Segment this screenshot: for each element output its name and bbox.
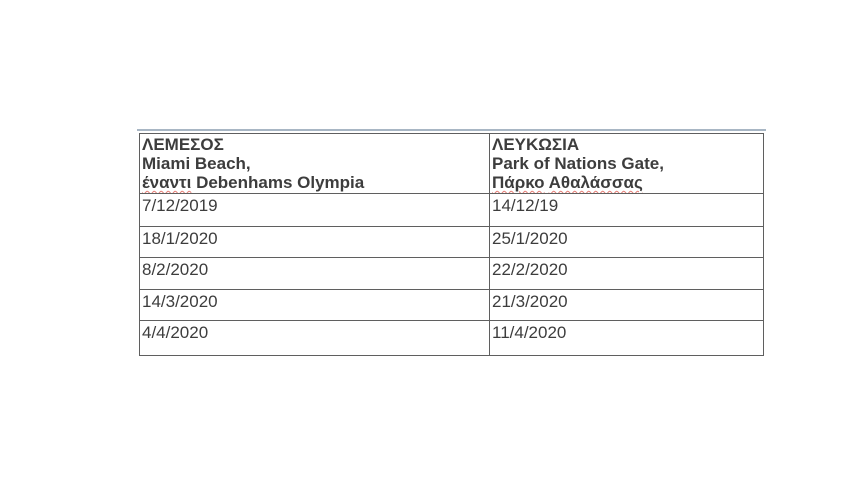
- table-row: [140, 258, 764, 290]
- paragraph-top-rule: [137, 129, 766, 131]
- header-row: [140, 134, 764, 194]
- date-text: 14/12/19: [492, 196, 559, 215]
- misspelled-word: Πάρκο: [492, 173, 545, 192]
- table-row: [140, 321, 764, 356]
- date-cell[interactable]: [490, 227, 764, 258]
- date-cell[interactable]: [140, 194, 490, 227]
- table-row: [140, 227, 764, 258]
- city-name-limassol: ΛΕΜΕΣΟΣ: [142, 135, 224, 154]
- table-row: [140, 194, 764, 227]
- table-row: [140, 290, 764, 321]
- venue-detail-nicosia: [492, 173, 761, 192]
- date-cell[interactable]: [140, 290, 490, 321]
- date-text: 8/2/2020: [142, 260, 209, 279]
- date-cell[interactable]: [490, 321, 764, 356]
- misspelled-word: Αθαλάσσας: [548, 173, 643, 192]
- date-text: 22/2/2020: [492, 260, 568, 279]
- date-text: 11/4/2020: [492, 323, 567, 342]
- date-rows: [140, 194, 764, 356]
- date-text: 14/3/2020: [142, 292, 218, 311]
- misspelled-word: έναντι: [142, 173, 192, 192]
- venue-limassol: Miami Beach,: [142, 154, 251, 173]
- venue-nicosia: Park of Nations Gate,: [492, 154, 664, 173]
- date-cell[interactable]: [140, 227, 490, 258]
- date-text: 25/1/2020: [492, 229, 568, 248]
- date-text: 4/4/2020: [142, 323, 209, 342]
- date-cell[interactable]: [140, 258, 490, 290]
- date-text: 7/12/2019: [142, 196, 218, 215]
- header-cell-nicosia[interactable]: [490, 134, 764, 194]
- venue-detail-text: Debenhams Olympia: [191, 173, 365, 192]
- date-text: 21/3/2020: [492, 292, 568, 311]
- date-cell[interactable]: [140, 321, 490, 356]
- date-text: 18/1/2020: [142, 229, 218, 248]
- city-name-nicosia: ΛΕΥΚΩΣΙΑ: [492, 135, 580, 154]
- header-cell-limassol[interactable]: [140, 134, 490, 194]
- date-cell[interactable]: [490, 194, 764, 227]
- date-cell[interactable]: [490, 290, 764, 321]
- venue-detail-limassol: [142, 173, 487, 192]
- date-cell[interactable]: [490, 258, 764, 290]
- schedule-table: [139, 133, 764, 356]
